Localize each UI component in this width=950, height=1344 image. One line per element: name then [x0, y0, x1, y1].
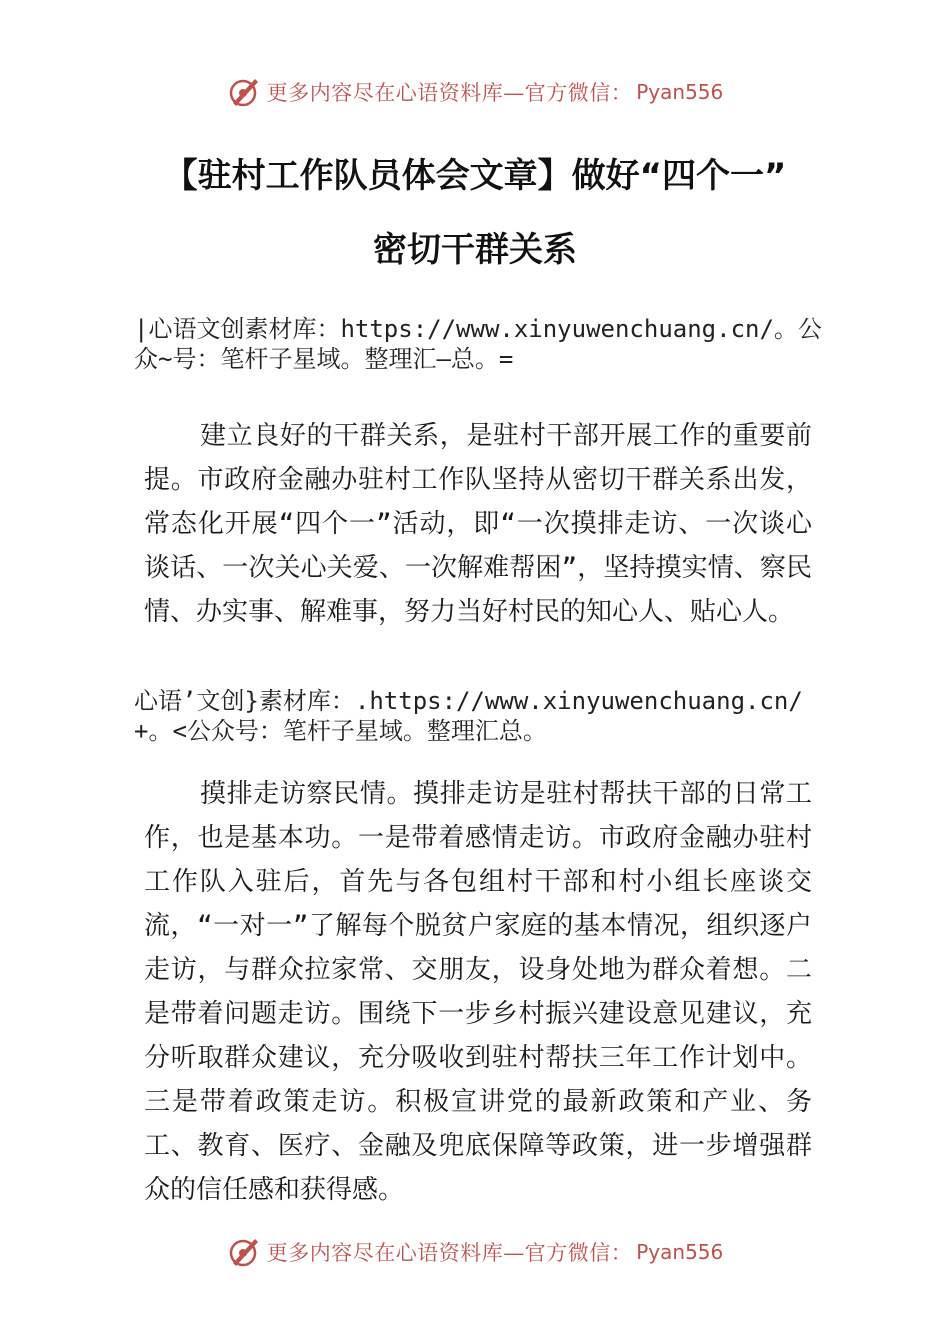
- header-banner: [0, 72, 950, 112]
- banner-text: 更多内容尽在心语资料库—官方微信：: [266, 81, 633, 105]
- footer-banner: [0, 1232, 950, 1272]
- page-title-line-2: 密切干群关系: [373, 230, 577, 270]
- banner-wechat-id: Pyan556: [636, 1240, 724, 1264]
- pen-circle-logo-icon: [227, 75, 261, 109]
- pen-circle-logo-icon: [227, 1235, 261, 1269]
- banner-wechat-id: Pyan556: [636, 80, 724, 104]
- paragraph-2: 摸排走访察民情。摸排走访是驻村帮扶干部的日常工作，也是基本功。一是带着感情走访。市政府金融办驻村工作队入驻后，首先与各包组村干部和村小组长座谈交流，“一对一”了解每个脱贫户家庭的基本情况，组织逐户走访，与群众拉家常、交朋友，设身处地为群众着想。二是带着问题走访。围绕下一步乡村振兴建设意见建议，充分听取群众建议，充分吸收到驻村帮扶三年工作计划中。三是带着政策走访。积极宣讲党的最新政策和产业、务工、教育、医疗、金融及兜底保障等政策，进一步增强群众的信任感和获得感。: [144, 779, 812, 1205]
- source-note-1: |心语文创素材库：https://www.xinyuwenchuang.cn/。公众~号：笔杆子星域。整理汇—总。=: [134, 315, 822, 373]
- banner-text: 更多内容尽在心语资料库—官方微信：: [266, 1241, 633, 1265]
- paragraph-1: 建立良好的干群关系，是驻村干部开展工作的重要前提。市政府金融办驻村工作队坚持从密切干群关系出发，常态化开展“四个一”活动，即“一次摸排走访、一次谈心谈话、一次关心关爱、一次解难帮困”，坚持摸实情、察民情、办实事、解难事，努力当好村民的知心人、贴心人。: [144, 421, 812, 627]
- page-title-line-1: 【驻村工作队员体会文章】做好“四个一”: [163, 156, 787, 196]
- source-note-2: 心语’文创}素材库：.https://www.xinyuwenchuang.cn/+。<公众号：笔杆子星域。整理汇总。: [134, 687, 803, 745]
